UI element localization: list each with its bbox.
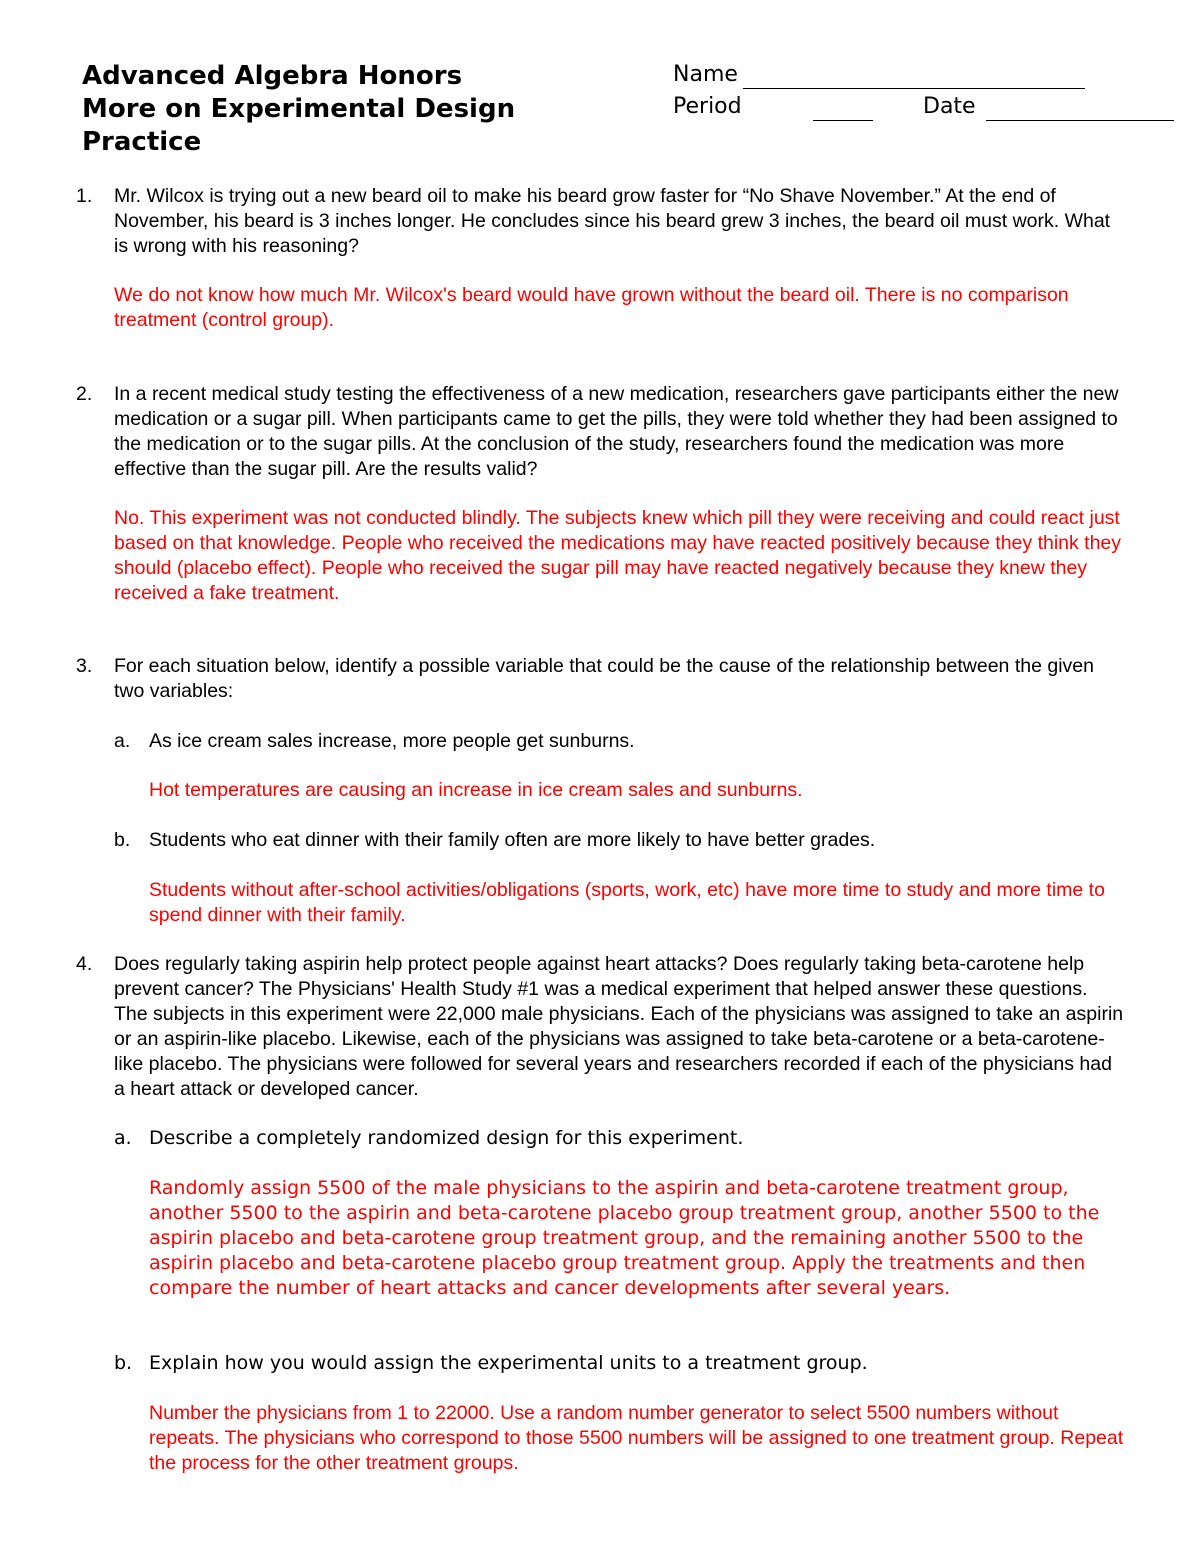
title-line-course: Advanced Algebra Honors	[82, 61, 463, 91]
worksheet-title	[82, 60, 515, 159]
question-number: 3.	[76, 655, 93, 677]
part-letter: a.	[114, 730, 131, 752]
part-letter: b.	[114, 829, 131, 851]
part-answer: Hot temperatures are causing an increase in ice cream sales and sunburns.	[149, 779, 803, 801]
part-letter: b.	[114, 1352, 133, 1374]
question-number: 2.	[76, 383, 93, 405]
answer-text: No. This experiment was not conducted blindly. The subjects knew which pill they were receiving and could react just based on that knowledge. People who received the medications may have reacted positively because they think they should (placebo effect). People who received the sugar pill may have reacted negatively because they knew they received a fake treatment.	[114, 507, 1122, 604]
part-letter: a.	[114, 1127, 132, 1149]
date-blank[interactable]	[986, 120, 1174, 121]
name-blank[interactable]	[743, 88, 1085, 89]
question-number: 4.	[76, 953, 93, 975]
question-text: Does regularly taking aspirin help protect people against heart attacks? Does regularly taking beta-carotene help prevent cancer? The Physicians' Health Study #1 was a medical experiment that helped answer these questions. The subjects in this experiment were 22,000 male physicians. Each of the physicians was assigned to take an aspirin or an aspirin-like placebo. Likewise, each of the physicians was assigned to take beta-carotene or a beta-carotene-like placebo. The physicians were followed for several years and researchers recorded if each of the physicians had a heart attack or developed cancer.	[114, 953, 1124, 1100]
part-answer: Randomly assign 5500 of the male physicians to the aspirin and beta-carotene treatment group, another 5500 to the aspirin and beta-carotene placebo group treatment group, another 5500 to the aspirin placebo and beta-carotene group treatment group, and the remaining another 5500 to the aspirin placebo and beta-carotene placebo group treatment group. Apply the treatments and then compare the number of heart attacks and cancer developments after several years.	[149, 1177, 1100, 1299]
date-label: Date	[923, 94, 976, 119]
period-blank[interactable]	[813, 120, 873, 121]
part-text: Students who eat dinner with their family often are more likely to have better grades.	[149, 829, 876, 851]
part-answer: Students without after-school activities/obligations (sports, work, etc) have more time to study and more time to spend dinner with their family.	[149, 879, 1105, 926]
part-text: As ice cream sales increase, more people get sunburns.	[149, 730, 635, 752]
part-text: Describe a completely randomized design for this experiment.	[149, 1127, 744, 1149]
answer-text: We do not know how much Mr. Wilcox's beard would have grown without the beard oil. There is no comparison treatment (control group).	[114, 284, 1069, 331]
part-answer: Number the physicians from 1 to 22000. Use a random number generator to select 5500 numbers without repeats. The physicians who correspond to those 5500 numbers will be assigned to one treatment group. Repeat the process for the other treatment groups.	[149, 1402, 1124, 1474]
question-number: 1.	[76, 185, 93, 207]
title-line-topic: More on Experimental Design	[82, 94, 516, 124]
part-text: Explain how you would assign the experimental units to a treatment group.	[149, 1352, 868, 1374]
period-label: Period	[673, 94, 742, 119]
question-text: For each situation below, identify a possible variable that could be the cause of the relationship between the given two variables:	[114, 655, 1094, 702]
question-text: In a recent medical study testing the effectiveness of a new medication, researchers gave participants either the new medication or a sugar pill. When participants came to get the pills, they were told whether they had been assigned to the medication or to the sugar pills. At the conclusion of the study, researchers found the medication was more effective than the sugar pill. Are the results valid?	[114, 383, 1119, 480]
question-text: Mr. Wilcox is trying out a new beard oil to make his beard grow faster for “No Shave November.” At the end of November, his beard is 3 inches longer. He concludes since his beard grew 3 inches, the beard oil must work. What is wrong with his reasoning?	[114, 185, 1111, 257]
name-label: Name	[673, 62, 738, 87]
title-line-practice: Practice	[82, 127, 202, 157]
